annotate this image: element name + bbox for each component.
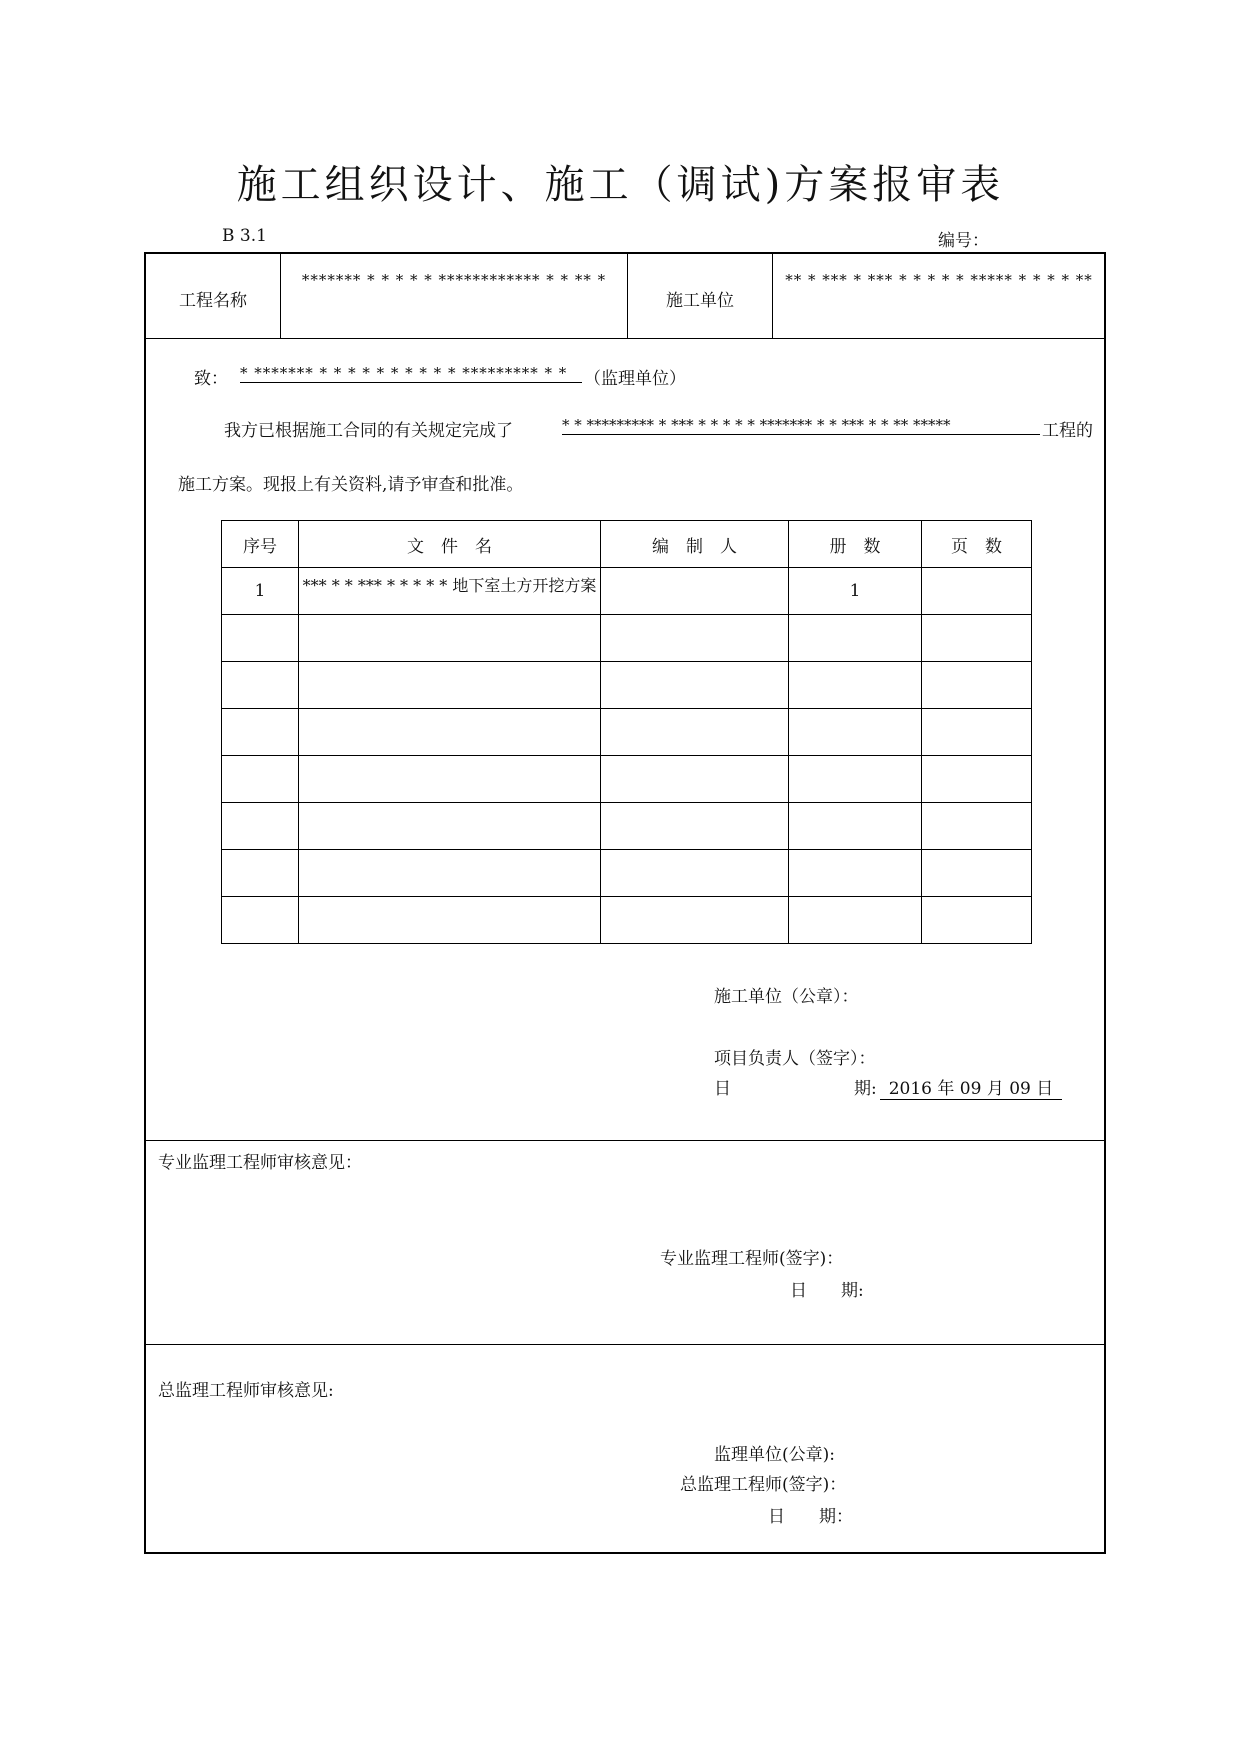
column-header: 文 件 名 [299,521,601,568]
project-manager-signature-label: 项目负责人（签字）： [714,1049,876,1069]
date-label-left: 日 [714,1079,731,1099]
table-cell [222,756,299,803]
table-row [222,803,1032,850]
engineer-date-label: 日 期: [790,1281,864,1301]
table-cell [601,662,789,709]
section-divider [146,1140,1104,1141]
header-divider [280,254,281,339]
form-code: B 3.1 [222,226,267,246]
table-cell [601,709,789,756]
table-cell [789,662,922,709]
table-cell: 1 [789,568,922,615]
contractor-value: ** * *** * *** * * * * * ***** * * * * ** [785,271,1093,289]
table-cell [222,897,299,944]
table-row [222,568,1032,615]
table-cell [299,615,601,662]
chief-signature-label: 总监理工程师(签字)： [680,1475,847,1495]
table-cell [601,568,789,615]
table-cell [299,803,601,850]
project-name-value: ******* * * * * * ************ * * ** * [301,271,607,289]
table-cell [299,568,601,615]
section-divider [146,1344,1104,1345]
engineer-review-title: 专业监理工程师审核意见： [158,1153,362,1173]
table-row [222,897,1032,944]
table-row [222,709,1032,756]
table-cell [222,803,299,850]
table-cell [299,850,601,897]
chief-date-label: 日 期： [768,1507,853,1527]
column-header: 序号 [222,521,299,568]
table-row [222,662,1032,709]
to-label: 致： [194,369,228,389]
table-cell [922,615,1032,662]
header-bottom-line [146,338,1104,339]
table-cell [299,662,601,709]
project-name-label: 工程名称 [179,291,247,311]
table-cell: 1 [222,568,299,615]
table-cell [922,850,1032,897]
table-cell [601,756,789,803]
column-header: 页 数 [922,521,1032,568]
engineer-signature-label: 专业监理工程师(签字)： [660,1249,844,1269]
table-row [222,615,1032,662]
table-cell [299,709,601,756]
table-cell [922,568,1032,615]
table-cell [601,897,789,944]
contractor-label: 施工单位 [666,291,734,311]
submission-date: 2016 年 09 月 09 日 [880,1074,1062,1100]
table-cell [601,803,789,850]
paragraph-second-line: 施工方案。现报上有关资料,请予审查和批准。 [178,475,524,495]
table-row [222,850,1032,897]
table-cell [601,615,789,662]
paragraph-suffix: 工程的 [1042,421,1093,441]
table-cell [789,615,922,662]
table-cell [222,615,299,662]
project-value: * * ********* * *** * * * * * ******* * * *** * * ** ***** [562,416,1040,435]
table-cell [789,897,922,944]
column-header: 册 数 [789,521,922,568]
serial-number-label: 编号： [938,231,989,251]
table-cell [922,756,1032,803]
chief-review-title: 总监理工程师审核意见: [158,1381,334,1401]
table-cell [922,662,1032,709]
table-cell [299,756,601,803]
table-cell [922,709,1032,756]
table-cell [299,897,601,944]
date-label-right: 期: [854,1079,877,1099]
table-cell [922,897,1032,944]
supervision-unit-value: * ******* * * * * * * * * * * ********* * * [240,364,582,383]
file-name-text: *** * * *** * * * * * 地下室土方开挖方案 [302,576,597,595]
paragraph-prefix: 我方已根据施工合同的有关规定完成了 [224,421,513,441]
supervision-unit-suffix: （监理单位） [584,369,686,389]
header-divider [772,254,773,339]
table-cell [789,803,922,850]
table-cell [601,850,789,897]
table-cell [789,756,922,803]
table-cell [222,709,299,756]
contractor-seal-label: 施工单位（公章）： [714,987,859,1007]
page-title: 施工组织设计、施工（调试)方案报审表 [236,162,1005,208]
table-cell [222,662,299,709]
table-cell [789,709,922,756]
supervision-seal-label: 监理单位(公章): [714,1445,835,1465]
document-list-table [221,520,1032,944]
table-cell [222,850,299,897]
column-header: 编 制 人 [601,521,789,568]
table-cell [922,803,1032,850]
table-cell [789,850,922,897]
table-row [222,756,1032,803]
table-header-row [222,521,1032,568]
